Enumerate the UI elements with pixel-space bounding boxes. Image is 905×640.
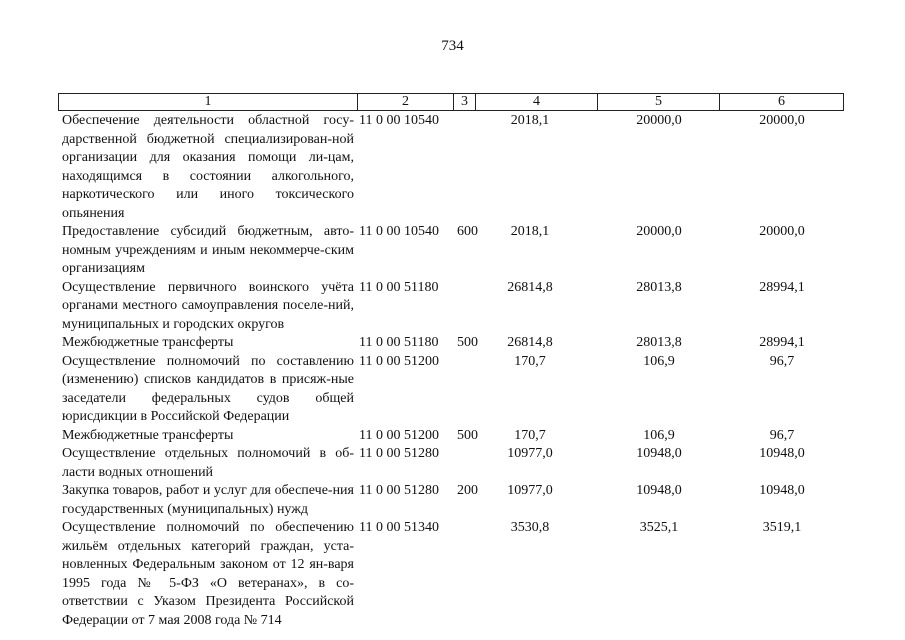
row-value-1: 26814,8 — [507, 279, 553, 295]
row-value-1: 10977,0 — [507, 446, 553, 461]
row-name: Предоставление субсидий бюджетным, авто-номным учреждениям и иным некоммерче-ским организациям — [62, 224, 354, 276]
row-code: 11 0 00 51280 — [359, 483, 439, 498]
table-row — [0, 445, 905, 482]
row-value-2: 28013,8 — [636, 279, 682, 295]
row-type: 600 — [457, 224, 478, 239]
row-type: 500 — [457, 335, 478, 350]
header-col-2: 2 — [358, 94, 454, 110]
row-value-3: 20000,0 — [759, 113, 805, 128]
row-code: 11 0 00 51180 — [359, 279, 439, 295]
row-name: Межбюджетные трансферты — [62, 335, 234, 350]
table-row — [0, 112, 905, 223]
row-value-3: 3519,1 — [762, 520, 802, 535]
row-type: 200 — [457, 483, 478, 498]
row-code: 11 0 00 51340 — [359, 520, 439, 535]
table-header — [58, 93, 844, 111]
header-col-1: 1 — [59, 94, 358, 110]
table-row — [0, 353, 905, 427]
table-row — [0, 519, 905, 630]
header-col-6: 6 — [778, 94, 785, 109]
row-name: Осуществление отдельных полномочий в об-ласти водных отношений — [62, 446, 354, 480]
row-value-1: 2018,1 — [510, 224, 550, 239]
row-value-2: 20000,0 — [636, 113, 682, 128]
row-value-3: 96,7 — [769, 353, 795, 369]
row-code: 11 0 00 51180 — [359, 335, 439, 350]
header-col-4: 4 — [476, 94, 598, 110]
row-value-1: 2018,1 — [510, 113, 550, 128]
row-code: 11 0 00 10540 — [359, 224, 439, 239]
row-value-3: 96,7 — [769, 427, 795, 443]
table-row — [0, 482, 905, 519]
row-name: Осуществление первичного воинского учёта органами местного самоуправления поселе-ний, муниципальных и городских округов — [62, 279, 354, 332]
row-value-2: 106,9 — [643, 353, 675, 369]
row-value-1: 170,7 — [514, 427, 546, 443]
row-name: Межбюджетные трансферты — [62, 427, 234, 443]
table-row — [0, 427, 905, 446]
row-code: 11 0 00 51200 — [359, 353, 439, 369]
row-value-2: 28013,8 — [636, 335, 682, 350]
row-value-3: 28994,1 — [759, 279, 805, 295]
row-name: Закупка товаров, работ и услуг для обеспече-ния государственных (муниципальных) нужд — [62, 483, 354, 517]
row-name: Обеспечение деятельности областной госу-дарственной бюджетной специализирован-ной организации для оказания помощи ли-цам, находящимся в состоянии алкогольного, наркотического или иного токсического опьянения — [62, 113, 354, 221]
row-value-2: 10948,0 — [636, 483, 682, 498]
row-value-1: 26814,8 — [507, 335, 553, 350]
table-row — [0, 223, 905, 279]
row-code: 11 0 00 51280 — [359, 446, 439, 461]
row-value-1: 3530,8 — [510, 520, 550, 535]
row-type: 500 — [457, 427, 478, 443]
table-body — [0, 112, 905, 630]
row-value-3: 20000,0 — [759, 224, 805, 239]
page-number: 734 — [441, 38, 464, 54]
row-value-2: 20000,0 — [636, 224, 682, 239]
row-value-2: 3525,1 — [639, 520, 679, 535]
row-value-2: 10948,0 — [636, 446, 682, 461]
row-value-3: 10948,0 — [759, 483, 805, 498]
row-code: 11 0 00 10540 — [359, 113, 439, 128]
row-value-1: 10977,0 — [507, 483, 553, 498]
row-value-3: 10948,0 — [759, 446, 805, 461]
header-col-5: 5 — [598, 94, 720, 110]
header-col-3: 3 — [454, 94, 476, 110]
row-name: Осуществление полномочий по обеспечению жильём отдельных категорий граждан, уста-новленных Федеральным законом от 12 ян-варя 1995 года № 5-ФЗ «О ветеранах», в со-ответствии с Указом Президента Российской Федерации от 7 мая 2008 года № 714 — [62, 520, 354, 628]
row-value-2: 106,9 — [643, 427, 675, 443]
row-value-3: 28994,1 — [759, 335, 805, 350]
row-value-1: 170,7 — [514, 353, 546, 369]
table-row — [0, 334, 905, 353]
row-name: Осуществление полномочий по составлению (изменению) списков кандидатов в присяж-ные заседатели федеральных судов общей юрисдикции в Российской Федерации — [62, 353, 354, 424]
row-code: 11 0 00 51200 — [359, 427, 439, 443]
table-row — [0, 279, 905, 335]
